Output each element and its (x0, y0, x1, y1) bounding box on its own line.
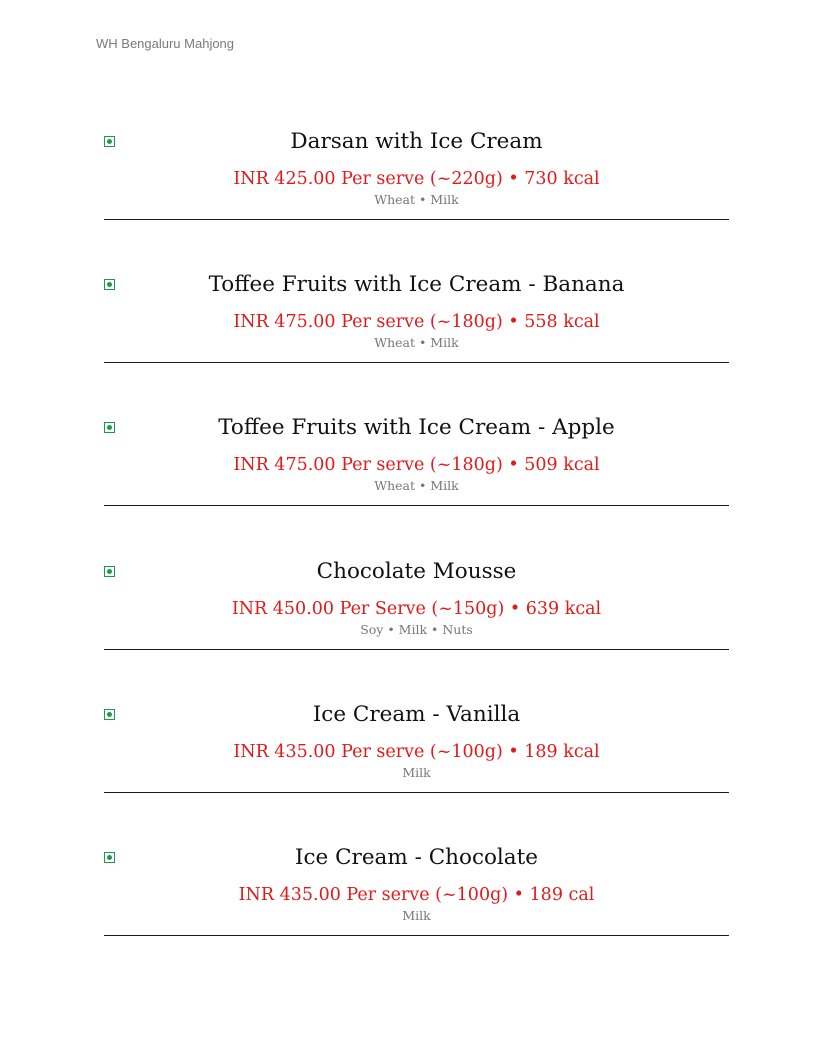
menu-item-allergens: Wheat • Milk (374, 478, 459, 494)
page-header-label: WH Bengaluru Mahjong (96, 36, 235, 51)
menu-item-divider (104, 792, 729, 793)
menu-item-list (104, 113, 729, 972)
menu-item-divider (104, 219, 729, 220)
menu-item-price: INR 450.00 Per Serve (~150g) • 639 kcal (231, 598, 602, 619)
menu-item-divider (104, 649, 729, 650)
menu-item-price: INR 435.00 Per serve (~100g) • 189 cal (238, 884, 595, 905)
menu-item-price: INR 475.00 Per serve (~180g) • 558 kcal (233, 312, 600, 333)
menu-item-allergens: Soy • Milk • Nuts (360, 621, 473, 637)
menu-item-name: Toffee Fruits with Ice Cream - Banana (208, 272, 625, 298)
menu-item-price: INR 475.00 Per serve (~180g) • 509 kcal (233, 455, 600, 476)
menu-item-name: Chocolate Mousse (316, 558, 517, 584)
menu-item (104, 543, 729, 686)
menu-item-name: Ice Cream - Chocolate (295, 844, 538, 870)
menu-item-name: Toffee Fruits with Ice Cream - Apple (218, 415, 615, 441)
menu-item-name: Darsan with Ice Cream (290, 129, 543, 154)
menu-item-divider (104, 362, 729, 363)
menu-item (104, 686, 729, 829)
menu-item (104, 829, 729, 972)
menu-item-allergens: Wheat • Milk (374, 335, 459, 351)
menu-item-allergens: Milk (402, 907, 431, 923)
menu-item-allergens: Milk (402, 764, 431, 780)
menu-item (104, 113, 729, 256)
menu-item-name: Ice Cream - Vanilla (312, 701, 521, 727)
menu-item-allergens: Wheat • Milk (374, 192, 459, 207)
menu-item-price: INR 425.00 Per serve (~220g) • 730 kcal (233, 169, 600, 189)
menu-item (104, 399, 729, 542)
menu-item (104, 256, 729, 399)
menu-item-divider (104, 935, 729, 936)
menu-item-price: INR 435.00 Per serve (~100g) • 189 kcal (233, 741, 600, 762)
menu-item-divider (104, 505, 729, 506)
